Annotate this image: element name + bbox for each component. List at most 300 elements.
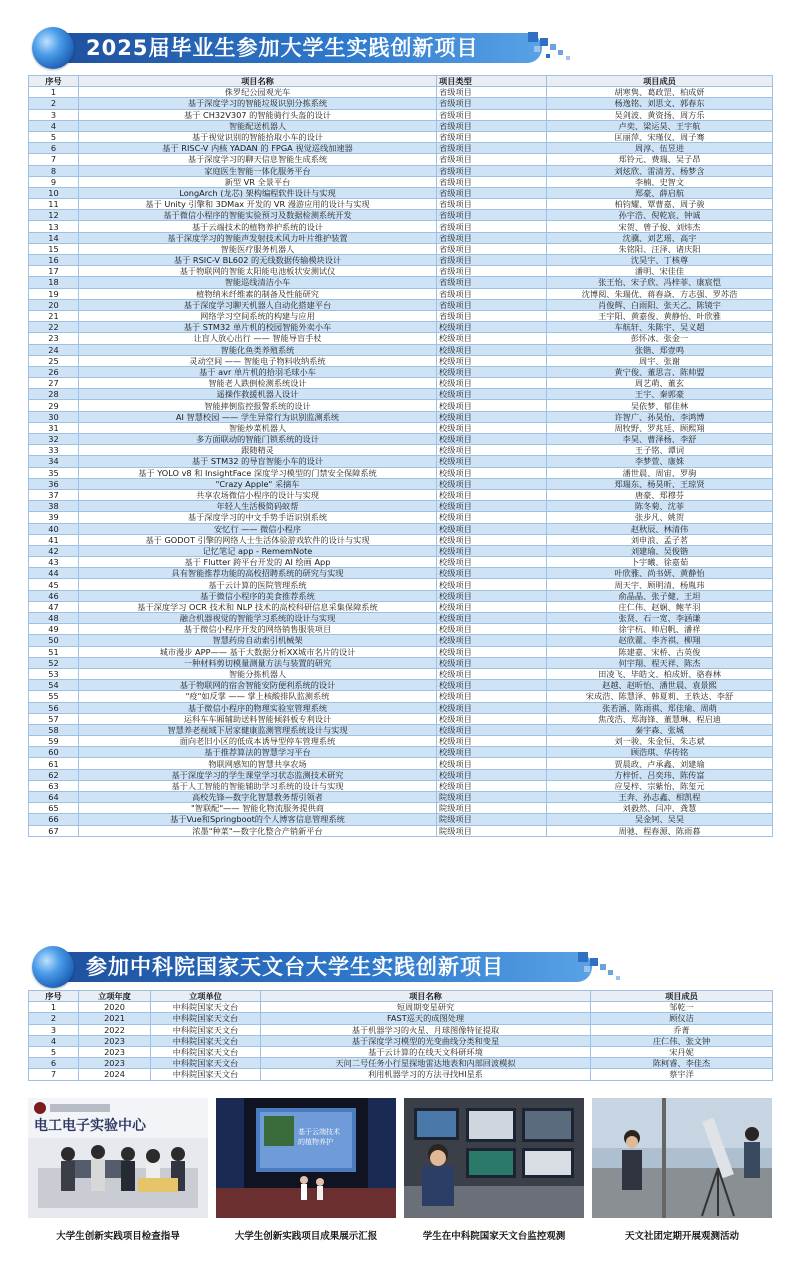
- table-cell: 王宇阳、黄嘉俊、黄静怡、叶欣雅: [547, 310, 773, 321]
- table-cell: 赵秋辰、林清伟: [547, 523, 773, 534]
- table-row: [29, 557, 773, 568]
- table-cell: 省级项目: [437, 221, 547, 232]
- table-cell: 郑瑞东、杨昊昕、王琼贤: [547, 478, 773, 489]
- table-cell: 42: [29, 545, 79, 556]
- table-cell: 58: [29, 724, 79, 735]
- observatory-photo-image: [404, 1098, 584, 1218]
- section2-title: 参加中科院国家天文台大学生实践创新项目: [86, 955, 504, 979]
- table-cell: 校级项目: [437, 713, 547, 724]
- table-row: [29, 534, 773, 545]
- table-cell: 院级项目: [437, 825, 547, 836]
- table-cell: 赵欣藿、李齐祺、柳翔: [547, 635, 773, 646]
- table-cell: 校级项目: [437, 355, 547, 366]
- table-cell: 赵越、赵昕怡、潘世晨、袁景熙: [547, 680, 773, 691]
- table-cell: "Crazy Apple" 采摘车: [79, 478, 437, 489]
- section2-header-row: [29, 991, 773, 1002]
- table-cell: 车航轩、朱陈宇、吴义超: [547, 322, 773, 333]
- photo-caption: 大学生创新实践项目成果展示汇报: [234, 1231, 378, 1242]
- table-row: [29, 1002, 773, 1013]
- table-cell: 校级项目: [437, 445, 547, 456]
- table-cell: 院级项目: [437, 814, 547, 825]
- table-cell: 校级项目: [437, 758, 547, 769]
- table-cell: 校级项目: [437, 467, 547, 478]
- table-row: [29, 445, 773, 456]
- table-cell: 宋成浩、陈慧泽、韩夏莉、王轶达、李舒: [547, 691, 773, 702]
- table-cell: 33: [29, 445, 79, 456]
- table-cell: 卜宇曦、徐嘉茹: [547, 557, 773, 568]
- photo-caption: 学生在中科院国家天文台监控观测: [422, 1231, 566, 1242]
- table-row: [29, 814, 773, 825]
- table-cell: 郑铃元、费瑞、吴子昂: [547, 154, 773, 165]
- table-cell: 校级项目: [437, 434, 547, 445]
- table-cell: 26: [29, 366, 79, 377]
- table-cell: 37: [29, 489, 79, 500]
- table-row: [29, 736, 773, 747]
- table-cell: 校级项目: [437, 579, 547, 590]
- table-row: [29, 154, 773, 165]
- table-cell: 浓墨"种菜"—数字化整合产销新平台: [79, 825, 437, 836]
- table-cell: 柏钧耀、覃曹嘉、周子骏: [547, 199, 773, 210]
- table-cell: 省级项目: [437, 98, 547, 109]
- table-cell: 宋丹妮: [591, 1046, 773, 1057]
- table-row: [29, 601, 773, 612]
- photo-observatory-control: [404, 1098, 584, 1218]
- table-cell: 吴金钶、吴昊: [547, 814, 773, 825]
- table-cell: 邹乾一: [591, 1002, 773, 1013]
- table-cell: 省级项目: [437, 109, 547, 120]
- lab-sign-text: 电工电子实验中心: [34, 1118, 146, 1134]
- table-row: [29, 87, 773, 98]
- table-cell: 51: [29, 646, 79, 657]
- photo-presentation: [216, 1098, 396, 1218]
- header-cell: 立项单位: [151, 991, 261, 1002]
- table-cell: 基于视觉识别的智能拾取小车的设计: [79, 131, 437, 142]
- lab-photo-image: [28, 1098, 208, 1218]
- table-cell: 许智广、孙昊怡、李鸿博: [547, 411, 773, 422]
- table-cell: 智能配送机器人: [79, 120, 437, 131]
- table-cell: 省级项目: [437, 243, 547, 254]
- table-cell: 新型 VR 全景平台: [79, 176, 437, 187]
- table-cell: 张锴、郑壹鸣: [547, 344, 773, 355]
- table-cell: 省级项目: [437, 176, 547, 187]
- table-cell: 基于深度学习的聊天信息智能生成系统: [79, 154, 437, 165]
- table-cell: 18: [29, 277, 79, 288]
- table-cell: 7: [29, 1069, 79, 1080]
- table-cell: 贾晨政、卢承鑫、刘建瑜: [547, 758, 773, 769]
- table-cell: 王奔、孙志鑫、相凯程: [547, 792, 773, 803]
- section1-header-row: [29, 76, 773, 87]
- table-cell: 院级项目: [437, 792, 547, 803]
- table-cell: 17: [29, 266, 79, 277]
- table-cell: 高校先锋—数字化智慧教务帮引领者: [79, 792, 437, 803]
- table-cell: 物联网感知的智慧共享农场: [79, 758, 437, 769]
- section1-banner: [32, 27, 542, 69]
- table-row: [29, 232, 773, 243]
- table-cell: 省级项目: [437, 154, 547, 165]
- table-cell: 孙宇浩、倪乾宸、钟诚: [547, 210, 773, 221]
- table-cell: 肖俊辉、白雨阳、张天乙、陈镜宇: [547, 299, 773, 310]
- table-cell: 14: [29, 232, 79, 243]
- table-cell: 45: [29, 579, 79, 590]
- table-cell: 40: [29, 523, 79, 534]
- table-cell: 2023: [79, 1046, 151, 1057]
- table-cell: 基于机器学习的火星、月球图像特征提取: [261, 1024, 591, 1035]
- table-cell: 张若涵、陈雨祺、郑佳瑜、周萌: [547, 702, 773, 713]
- table-cell: 沈昊宇、丁核尊: [547, 255, 773, 266]
- table-cell: 29: [29, 400, 79, 411]
- table-cell: 基于Vue和Springboot的个人博客信息管理系统: [79, 814, 437, 825]
- table-cell: 刘申浪、孟子茗: [547, 534, 773, 545]
- table-cell: 校级项目: [437, 747, 547, 758]
- table-row: [29, 355, 773, 366]
- table-cell: 智能化鱼类养殖系统: [79, 344, 437, 355]
- table-cell: 基于微信小程序的美食推荐系统: [79, 590, 437, 601]
- table-cell: 校级项目: [437, 635, 547, 646]
- table-cell: 杨逸铭、刘思文、郭春东: [547, 98, 773, 109]
- table-cell: 基于深度学习的学生课堂学习状态监测技术研究: [79, 769, 437, 780]
- table-cell: 具有智能推荐功能的高校招聘系统的研究与实现: [79, 568, 437, 579]
- table-row: [29, 288, 773, 299]
- table-cell: 省级项目: [437, 288, 547, 299]
- table-cell: 校级项目: [437, 422, 547, 433]
- header-cell: 项目类型: [437, 76, 547, 87]
- table-cell: 校级项目: [437, 501, 547, 512]
- table-cell: 5: [29, 131, 79, 142]
- table-row: [29, 366, 773, 377]
- table-cell: 43: [29, 557, 79, 568]
- table-cell: 基于深度学习的智能声发射技术风力叶片维护装置: [79, 232, 437, 243]
- table-cell: 智慧药房自动索引机械架: [79, 635, 437, 646]
- table-cell: 校级项目: [437, 378, 547, 389]
- table-cell: 校级项目: [437, 333, 547, 344]
- table-cell: 27: [29, 378, 79, 389]
- table-cell: 吴剑波、黄资扬、周方乐: [547, 109, 773, 120]
- photo-outdoor-observation: [592, 1098, 772, 1218]
- table-row: [29, 702, 773, 713]
- table-cell: 基于物联网的宿舍智能安防便利系统的设计: [79, 680, 437, 691]
- table-cell: 省级项目: [437, 131, 547, 142]
- table-cell: 校级项目: [437, 702, 547, 713]
- table-row: [29, 277, 773, 288]
- table-cell: 吴依梦、郁佳林: [547, 400, 773, 411]
- table-cell: 校级项目: [437, 389, 547, 400]
- table-cell: 省级项目: [437, 187, 547, 198]
- table-row: [29, 243, 773, 254]
- table-cell: 智能摔倒监控报警系统的设计: [79, 400, 437, 411]
- table-row: [29, 210, 773, 221]
- table-cell: 校级项目: [437, 590, 547, 601]
- table-cell: 10: [29, 187, 79, 198]
- table-cell: 中科院国家天文台: [151, 1024, 261, 1035]
- table-row: [29, 635, 773, 646]
- table-row: [29, 769, 773, 780]
- table-row: [29, 780, 773, 791]
- table-cell: 灵动空间 —— 智能电子物料收纳系统: [79, 355, 437, 366]
- table-cell: 中科院国家天文台: [151, 1046, 261, 1057]
- table-cell: 基于深度学习的智能垃圾识别分拣系统: [79, 98, 437, 109]
- table-cell: 院级项目: [437, 803, 547, 814]
- table-cell: 46: [29, 590, 79, 601]
- table-row: [29, 255, 773, 266]
- table-cell: 彭怀冰、张金一: [547, 333, 773, 344]
- table-cell: 校级项目: [437, 366, 547, 377]
- table-cell: 校级项目: [437, 400, 547, 411]
- header-cell: 项目成员: [547, 76, 773, 87]
- table-cell: 35: [29, 467, 79, 478]
- table-cell: 卢奕、梁运昊、王宇航: [547, 120, 773, 131]
- table-row: [29, 724, 773, 735]
- table-row: [29, 333, 773, 344]
- table-cell: 5: [29, 1046, 79, 1057]
- table-cell: 校级项目: [437, 724, 547, 735]
- table-cell: 19: [29, 288, 79, 299]
- table-cell: 顾浩琪、华传铭: [547, 747, 773, 758]
- table-cell: 潘世晨、周宙、罗驹: [547, 467, 773, 478]
- table-cell: 38: [29, 501, 79, 512]
- outdoor-photo-image: [592, 1098, 772, 1218]
- table-row: [29, 411, 773, 422]
- table-cell: 28: [29, 389, 79, 400]
- table-row: [29, 713, 773, 724]
- section2-table: [28, 990, 773, 1081]
- table-cell: 唐豪、郑穆芬: [547, 489, 773, 500]
- table-cell: 省级项目: [437, 266, 547, 277]
- table-cell: LongArch (龙芯) 架构编程软件设计与实现: [79, 187, 437, 198]
- table-cell: 李昊、曹泽杨、李舒: [547, 434, 773, 445]
- table-cell: 基于 RISC-V 内核 YADAN 的 FPGA 视觉巡线加速器: [79, 143, 437, 154]
- table-cell: 62: [29, 769, 79, 780]
- table-cell: 秦宇森、张城: [547, 724, 773, 735]
- table-row: [29, 221, 773, 232]
- table-cell: 校级项目: [437, 489, 547, 500]
- table-cell: 家庭医生智能一体化服务平台: [79, 165, 437, 176]
- table-row: [29, 109, 773, 120]
- table-cell: 61: [29, 758, 79, 769]
- table-cell: 陈冬菊、沈菲: [547, 501, 773, 512]
- table-cell: 李梦萱、康姝: [547, 456, 773, 467]
- section2-banner: [32, 946, 592, 988]
- table-cell: 2024: [79, 1069, 151, 1080]
- table-cell: 7: [29, 154, 79, 165]
- table-cell: 67: [29, 825, 79, 836]
- table-cell: 校级项目: [437, 769, 547, 780]
- table-cell: 省级项目: [437, 255, 547, 266]
- table-row: [29, 657, 773, 668]
- table-cell: 基于深度学习聊天机器人自动化搭建平台: [79, 299, 437, 310]
- table-cell: 宋贺、曾子俊、刘炜杰: [547, 221, 773, 232]
- table-row: [29, 646, 773, 657]
- table-cell: 城市漫步 APP—— 基于大数据分析XX城市名片的设计: [79, 646, 437, 657]
- table-cell: 3: [29, 1024, 79, 1035]
- table-row: [29, 579, 773, 590]
- section1-title: 2025届毕业生参加大学生实践创新项目: [86, 36, 479, 60]
- banner-sphere-icon: [32, 946, 74, 988]
- table-cell: 共享农场微信小程序的设计与实现: [79, 489, 437, 500]
- table-cell: 校级项目: [437, 512, 547, 523]
- table-cell: 24: [29, 344, 79, 355]
- table-cell: 陈建嘉、宋桥、古英俊: [547, 646, 773, 657]
- table-cell: 乔菁: [591, 1024, 773, 1035]
- table-row: [29, 1046, 773, 1057]
- table-cell: 12: [29, 210, 79, 221]
- table-cell: 校级项目: [437, 680, 547, 691]
- table-cell: 校级项目: [437, 657, 547, 668]
- table-cell: 48: [29, 613, 79, 624]
- table-cell: 55: [29, 691, 79, 702]
- table-cell: 52: [29, 657, 79, 668]
- table-cell: 顾仪洁: [591, 1013, 773, 1024]
- table-cell: 周宇、张谢: [547, 355, 773, 366]
- table-cell: 田凌飞、毕皓文、柏成妍、骆春林: [547, 668, 773, 679]
- table-row: [29, 456, 773, 467]
- table-cell: 省级项目: [437, 87, 547, 98]
- table-cell: 校级项目: [437, 534, 547, 545]
- table-cell: 植物纳米纤维素的制备及性能研究: [79, 288, 437, 299]
- table-cell: 30: [29, 411, 79, 422]
- table-cell: 年轻人生活极简码蚁帮: [79, 501, 437, 512]
- table-cell: 2023: [79, 1058, 151, 1069]
- table-cell: 2: [29, 1013, 79, 1024]
- table-cell: 中科院国家天文台: [151, 1069, 261, 1080]
- table-row: [29, 299, 773, 310]
- table-cell: 2022: [79, 1024, 151, 1035]
- table-cell: 刘炫欣、雷清芳、杨梦含: [547, 165, 773, 176]
- table-cell: 22: [29, 322, 79, 333]
- table-cell: 匡丽萍、宋瑾仪、周子骞: [547, 131, 773, 142]
- table-row: [29, 691, 773, 702]
- table-row: [29, 389, 773, 400]
- table-cell: 校级项目: [437, 780, 547, 791]
- table-row: [29, 131, 773, 142]
- table-cell: 校级项目: [437, 411, 547, 422]
- table-cell: 校级项目: [437, 691, 547, 702]
- table-row: [29, 590, 773, 601]
- table-row: [29, 143, 773, 154]
- table-cell: 智能医疗服务机器人: [79, 243, 437, 254]
- table-cell: 校级项目: [437, 601, 547, 612]
- table-row: [29, 501, 773, 512]
- table-row: [29, 613, 773, 624]
- table-cell: 基于云端技术的植物养护系统的设计: [79, 221, 437, 232]
- table-cell: 基于 YOLO v8 和 InsightFace 深度学习模型的门禁安全保障系统: [79, 467, 437, 478]
- table-cell: 13: [29, 221, 79, 232]
- table-row: [29, 758, 773, 769]
- table-cell: 刘一骏、朱金恒、朱志斌: [547, 736, 773, 747]
- table-cell: 校级项目: [437, 545, 547, 556]
- table-cell: 省级项目: [437, 310, 547, 321]
- table-cell: 周淳、伍昱进: [547, 143, 773, 154]
- table-cell: 智慧养老视域下居家健康监测管理系统设计与实现: [79, 724, 437, 735]
- table-cell: 黄宁俊、董思言、陈帅盟: [547, 366, 773, 377]
- table-cell: 基于深度学习 OCR 技术和 NLP 技术的高校科研信息采集保障系统: [79, 601, 437, 612]
- table-cell: 徐宇杭、帅启帆、潘祥: [547, 624, 773, 635]
- table-cell: 20: [29, 299, 79, 310]
- table-cell: 胡寒隽、葛政罡、柏成妍: [547, 87, 773, 98]
- table-cell: 15: [29, 243, 79, 254]
- table-cell: 2023: [79, 1035, 151, 1046]
- table-row: [29, 1069, 773, 1080]
- table-row: [29, 523, 773, 534]
- table-cell: 智能炒菜机器人: [79, 422, 437, 433]
- table-cell: 省级项目: [437, 199, 547, 210]
- table-cell: 潘明、宋佳佳: [547, 266, 773, 277]
- table-row: [29, 512, 773, 523]
- table-row: [29, 568, 773, 579]
- table-row: [29, 478, 773, 489]
- presentation-photo-image: [216, 1098, 396, 1218]
- table-row: [29, 434, 773, 445]
- photo-lab-inspection: [28, 1098, 208, 1218]
- table-cell: 63: [29, 780, 79, 791]
- table-cell: 31: [29, 422, 79, 433]
- table-cell: 44: [29, 568, 79, 579]
- table-cell: 校级项目: [437, 613, 547, 624]
- table-cell: 多方面联动的智能门锁系统的设计: [79, 434, 437, 445]
- table-cell: 张贤、石一宽、李涵谦: [547, 613, 773, 624]
- table-cell: 网络学习空间系统的构建与应用: [79, 310, 437, 321]
- table-row: [29, 467, 773, 478]
- table-cell: 郑豪、薛启航: [547, 187, 773, 198]
- table-row: [29, 545, 773, 556]
- table-cell: 智能老人跌倒检测系统设计: [79, 378, 437, 389]
- table-cell: 65: [29, 803, 79, 814]
- table-cell: 张步凡、姚贺: [547, 512, 773, 523]
- table-cell: 36: [29, 478, 79, 489]
- table-cell: 校级项目: [437, 344, 547, 355]
- table-row: [29, 310, 773, 321]
- table-row: [29, 668, 773, 679]
- table-row: [29, 489, 773, 500]
- table-cell: 周艺萌、董玄: [547, 378, 773, 389]
- table-cell: 沈骥、刘艺瑶、高宇: [547, 232, 773, 243]
- table-cell: 66: [29, 814, 79, 825]
- table-cell: 周天宇、顾明清、杨胤玮: [547, 579, 773, 590]
- table-cell: 基于 STM32 单片机的校园智能外卖小车: [79, 322, 437, 333]
- table-cell: "智联配"—— 智能化物流服务提供商: [79, 803, 437, 814]
- table-cell: 32: [29, 434, 79, 445]
- table-cell: 34: [29, 456, 79, 467]
- table-cell: 8: [29, 165, 79, 176]
- table-cell: 11: [29, 199, 79, 210]
- table-cell: 基于微信小程序的智能实验预习及数据检测系统开发: [79, 210, 437, 221]
- photo-caption: 大学生创新实践项目检查指导: [56, 1231, 180, 1242]
- table-cell: 省级项目: [437, 120, 547, 131]
- table-cell: 庄仁伟、张文钟: [591, 1035, 773, 1046]
- table-cell: 21: [29, 310, 79, 321]
- table-cell: 张王怡、宋子欣、冯梓菲、康宸恺: [547, 277, 773, 288]
- table-cell: 刘建瑜、吴俊锴: [547, 545, 773, 556]
- header-cell: 项目成员: [591, 991, 773, 1002]
- table-row: [29, 1058, 773, 1069]
- table-cell: 一种材料剪切模量测量方法与装置的研究: [79, 657, 437, 668]
- table-row: [29, 803, 773, 814]
- table-cell: 陈柯睿、李佳杰: [591, 1058, 773, 1069]
- table-cell: 周牧野、罗兆廷、顾熙翔: [547, 422, 773, 433]
- table-cell: 短周期变星研究: [261, 1002, 591, 1013]
- table-row: [29, 400, 773, 411]
- table-cell: 李楠、史智文: [547, 176, 773, 187]
- table-cell: 省级项目: [437, 299, 547, 310]
- table-cell: 蔡宇洋: [591, 1069, 773, 1080]
- table-cell: 省级项目: [437, 232, 547, 243]
- table-cell: 校级项目: [437, 624, 547, 635]
- table-cell: 校级项目: [437, 557, 547, 568]
- table-cell: 2021: [79, 1013, 151, 1024]
- table-cell: 1: [29, 1002, 79, 1013]
- table-cell: 50: [29, 635, 79, 646]
- table-cell: 基于云计算的医院管理系统: [79, 579, 437, 590]
- table-row: [29, 680, 773, 691]
